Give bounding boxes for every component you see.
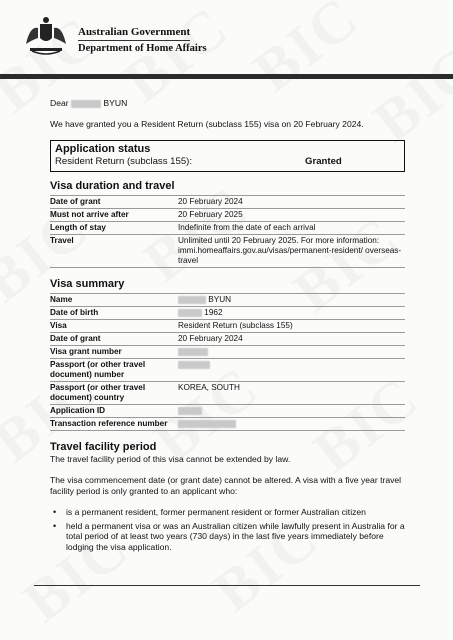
travel-facility-detail: The visa commencement date (or grant date) cannot be altered. A visa with a five year travel facility period is only granted to an applicant who: (50, 475, 402, 496)
redacted-application-id (178, 407, 202, 415)
coat-of-arms-icon (22, 14, 70, 56)
eligibility-list (50, 507, 405, 552)
government-name: Australian Government (78, 26, 191, 38)
salutation: Dear BYUN (50, 98, 128, 108)
table-row: Visa Resident Return (subclass 155) (50, 320, 405, 333)
visa-duration-table (50, 195, 405, 268)
redacted-given-name (71, 100, 101, 108)
redacted-dob (178, 309, 202, 317)
department-name: Department of Home Affairs (78, 43, 207, 54)
status-badge: Granted (305, 156, 342, 167)
list-item: • held a permanent visa or was an Australian citizen while lawfully present in Australia for a total period of at least two years (730 days) in the last five years immediately before lodging the visa application. (66, 521, 405, 553)
table-row: Must not arrive after 20 February 2025 (50, 209, 405, 222)
letter-body (50, 98, 405, 555)
footer-divider (34, 585, 420, 586)
table-row: Passport (or other travel document) number (50, 359, 405, 382)
grant-intro: We have granted you a Resident Return (subclass 155) visa on 20 February 2024. (50, 119, 364, 129)
table-row: Name BYUN (50, 294, 405, 307)
redacted-transaction-reference (178, 420, 236, 428)
table-row: Passport (or other travel document) country KOREA, SOUTH (50, 382, 405, 405)
header-band (0, 74, 453, 79)
travel-info-link[interactable]: Unlimited until 20 February 2025. For more information: immi.homeaffairs.gov.au/visas/permanent-resident/ overseas-travel (178, 235, 405, 268)
table-row: Visa grant number (50, 346, 405, 359)
letterhead-rule (78, 40, 190, 41)
visa-summary-table (50, 293, 405, 431)
letterhead (0, 0, 453, 78)
list-item: • is a permanent resident, former permanent resident or former Australian citizen (66, 507, 405, 518)
table-row: Travel Unlimited until 20 February 2025. For more information: immi.homeaffairs.gov.au/visas/permanent-resident/ overseas-travel (50, 235, 405, 268)
visa-summary-heading: Visa summary (50, 278, 125, 290)
travel-facility-heading: Travel facility period (50, 441, 157, 453)
application-status-row (55, 156, 400, 168)
redacted-grant-number (178, 348, 208, 356)
visa-duration-heading: Visa duration and travel (50, 180, 175, 192)
status-label: Resident Return (subclass 155): (55, 156, 193, 167)
redacted-passport-number (178, 361, 210, 369)
table-row: Application ID (50, 405, 405, 418)
table-row: Date of birth 1962 (50, 307, 405, 320)
table-row: Date of grant 20 February 2024 (50, 196, 405, 209)
application-status-box (50, 140, 405, 172)
table-row: Date of grant 20 February 2024 (50, 333, 405, 346)
table-row: Length of stay Indefinite from the date of each arrival (50, 222, 405, 235)
application-status-heading: Application status (55, 143, 151, 155)
redacted-given-name (178, 296, 206, 304)
travel-facility-note: The travel facility period of this visa cannot be extended by law. (50, 454, 291, 464)
table-row: Transaction reference number (50, 418, 405, 431)
